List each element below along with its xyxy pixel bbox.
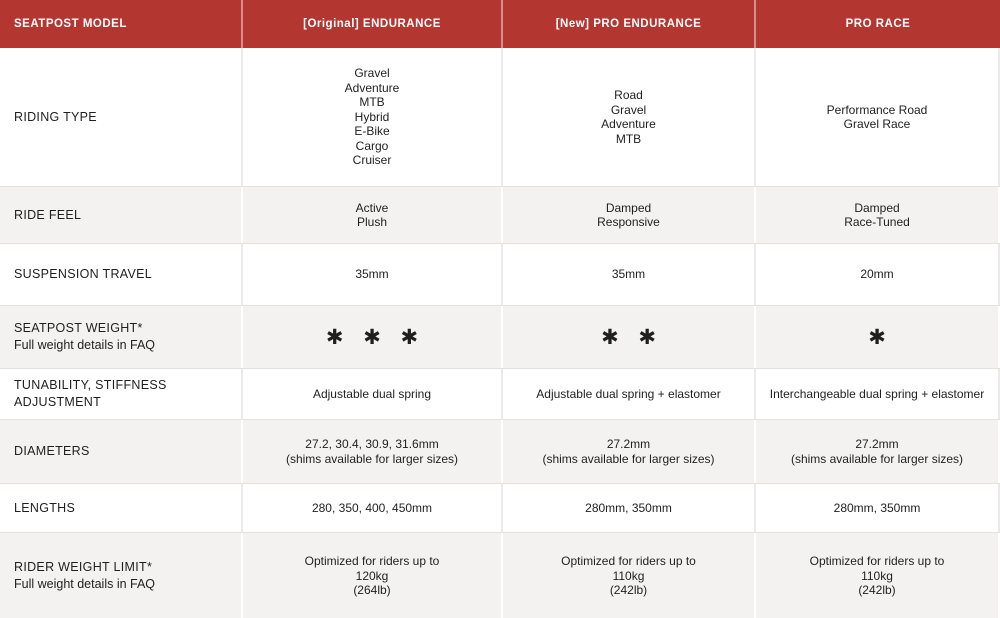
row-label-cell	[0, 484, 243, 532]
value-cell	[243, 187, 503, 243]
table-row-seatpost-weight	[0, 305, 1000, 368]
cell-line: Cargo	[355, 138, 389, 153]
value-cell	[503, 187, 756, 243]
cell-line: MTB	[359, 95, 385, 110]
cell-line: Gravel Race	[843, 117, 911, 131]
cell-line: (shims available for larger sizes)	[285, 451, 459, 466]
row-label-cell	[0, 369, 243, 419]
row-label: RIDING TYPE	[14, 109, 97, 124]
table-body	[0, 48, 1000, 618]
row-label: SEATPOST WEIGHT*	[14, 321, 143, 335]
row-label-cell	[0, 533, 243, 618]
value-cell	[756, 369, 1000, 419]
value-cell	[503, 420, 756, 483]
cell-line: 35mm	[611, 267, 646, 282]
row-label-cell	[0, 244, 243, 305]
table-row-riding-type	[0, 48, 1000, 186]
cell-line: 280mm, 350mm	[833, 500, 921, 515]
cell-line: E-Bike	[354, 124, 390, 139]
cell-line: Gravel	[610, 102, 647, 117]
cell-line: Adventure	[601, 117, 656, 131]
table-row-tunability	[0, 368, 1000, 419]
row-label: RIDE FEEL	[14, 207, 82, 222]
cell-line: Optimized for riders up to	[304, 554, 440, 569]
cell-line: ✱ ✱ ✱	[325, 325, 419, 349]
table-row-ride-feel	[0, 186, 1000, 243]
header-cell-seatpost-model: SEATPOST MODEL	[0, 0, 243, 48]
cell-line: MTB	[615, 131, 642, 146]
cell-line: (shims available for larger sizes)	[790, 451, 964, 466]
cell-line: ✱ ✱	[601, 325, 656, 349]
value-cell	[503, 369, 756, 419]
value-cell	[243, 420, 503, 483]
row-label: SUSPENSION TRAVEL	[14, 267, 153, 281]
cell-line: (242lb)	[858, 583, 896, 598]
row-sublabel: Full weight details in FAQ	[14, 338, 156, 352]
cell-line: 110kg	[612, 568, 645, 583]
cell-line: Performance Road	[826, 102, 928, 117]
row-label: LENGTHS	[14, 500, 76, 515]
cell-line: 20mm	[860, 267, 894, 282]
cell-line: 110kg	[861, 568, 893, 583]
cell-line: Plush	[356, 215, 388, 229]
cell-line: Cruiser	[352, 153, 392, 168]
row-label: DIAMETERS	[14, 444, 90, 458]
value-cell	[243, 484, 503, 532]
cell-line: 27.2mm	[855, 437, 899, 451]
table-header-row	[0, 0, 1000, 48]
cell-line: 27.2mm	[606, 437, 651, 451]
value-cell	[503, 48, 756, 186]
cell-line: Gravel	[354, 66, 390, 81]
value-cell	[756, 244, 1000, 305]
value-cell	[756, 484, 1000, 532]
cell-line: Adventure	[344, 80, 400, 95]
cell-line: Responsive	[597, 215, 660, 229]
cell-line: Interchangeable dual spring + elastomer	[769, 386, 985, 401]
cell-line: Damped	[854, 200, 900, 215]
value-cell	[756, 533, 1000, 618]
value-cell	[756, 48, 1000, 186]
cell-line: 280, 350, 400, 450mm	[311, 500, 433, 515]
table-row-lengths	[0, 483, 1000, 532]
value-cell	[503, 484, 756, 532]
row-label: RIDER WEIGHT LIMIT*	[14, 560, 153, 574]
cell-line: (242lb)	[609, 583, 648, 598]
cell-line: 35mm	[355, 267, 389, 282]
value-cell	[243, 369, 503, 419]
cell-line: Optimized for riders up to	[809, 554, 945, 569]
cell-line: Adjustable dual spring	[312, 386, 432, 401]
value-cell	[503, 244, 756, 305]
value-cell	[243, 244, 503, 305]
cell-line: 280mm, 350mm	[585, 500, 672, 515]
row-label-cell	[0, 306, 243, 368]
cell-line: Road	[614, 88, 643, 102]
value-cell	[756, 306, 1000, 368]
row-label-cell	[0, 48, 243, 186]
value-cell	[503, 306, 756, 368]
cell-line: 120kg	[355, 568, 389, 583]
value-cell	[756, 420, 1000, 483]
table-row-diameters	[0, 419, 1000, 483]
value-cell	[243, 48, 503, 186]
cell-line: (264lb)	[353, 583, 391, 598]
row-sublabel: Full weight details in FAQ	[14, 577, 156, 591]
cell-line: Race-Tuned	[844, 215, 910, 229]
cell-line: ✱	[868, 325, 886, 349]
value-cell	[243, 306, 503, 368]
cell-line: Damped	[605, 200, 652, 215]
table-row-rider-weight-limit	[0, 532, 1000, 618]
value-cell	[756, 187, 1000, 243]
cell-line: 27.2, 30.4, 30.9, 31.6mm	[305, 437, 439, 451]
value-cell	[503, 533, 756, 618]
row-label-cell	[0, 187, 243, 243]
value-cell	[243, 533, 503, 618]
cell-line: (shims available for larger sizes)	[542, 451, 715, 466]
header-cell-pro-race: PRO RACE	[845, 18, 911, 30]
cell-line: Hybrid	[354, 109, 390, 124]
cell-line: Optimized for riders up to	[561, 554, 696, 569]
cell-line: Adjustable dual spring + elastomer	[536, 386, 721, 401]
cell-line: Active	[355, 200, 389, 215]
row-label-cell	[0, 420, 243, 483]
table-row-suspension-travel	[0, 243, 1000, 305]
row-label: TUNABILITY, STIFFNESS ADJUSTMENT	[14, 378, 167, 409]
header-cell-original-endurance: [Original] ENDURANCE	[243, 0, 503, 48]
header-cell-new-pro-endurance: [New] PRO ENDURANCE	[503, 0, 756, 48]
